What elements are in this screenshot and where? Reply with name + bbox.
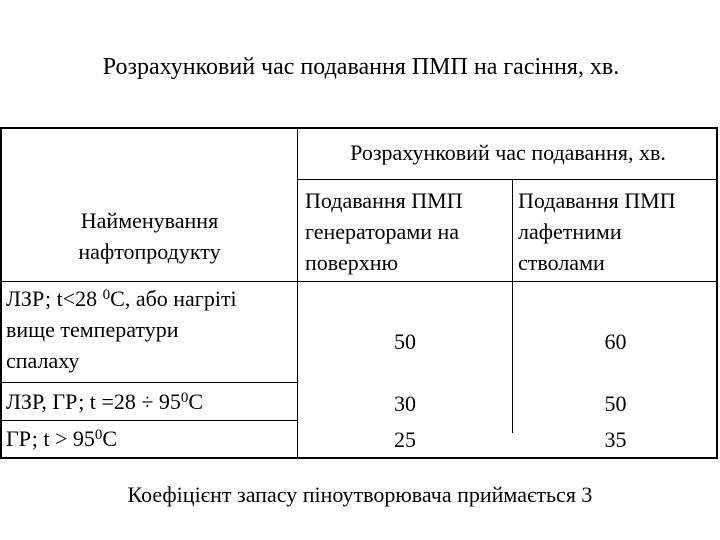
surface-header-line-1: Подавання ПМП xyxy=(305,188,463,213)
row-1-product-line-2: вище температури xyxy=(6,317,179,342)
row-1-surface-value: 50 xyxy=(394,329,416,354)
surface-header-line-2: генераторами на xyxy=(305,219,460,244)
row-3-product: ГР; $t > 95^0С$ xyxy=(6,426,118,451)
divider-row2-left xyxy=(2,420,297,421)
row-2-nozzle-value: 50 xyxy=(604,391,627,416)
surface-header-line-3: поверхню xyxy=(305,250,399,275)
fire-time-table xyxy=(0,127,718,459)
footnote-text: Коефіцієнт запасу піноутворювача приймається 3 xyxy=(127,482,593,507)
divider-horizontal-under-group xyxy=(297,179,718,180)
divider-row1-left xyxy=(2,382,297,383)
nozzle-header-line-3: стволами xyxy=(518,250,605,275)
footnote xyxy=(0,480,720,510)
group-header xyxy=(298,137,718,168)
row-2-surface-value: 30 xyxy=(394,391,416,416)
product-header-line-1: Найменування xyxy=(80,208,219,233)
product-header xyxy=(2,205,297,267)
row-1-product-line-1: ЛЗР; t<28 $^0$С, або нагріті xyxy=(6,286,237,311)
row-1-nozzle-value: 60 xyxy=(604,329,627,354)
row-1-product-line-3: спалаху xyxy=(6,348,80,373)
nozzle-header-line-1: Подавання ПМП xyxy=(518,188,676,213)
surface-column-header xyxy=(305,185,463,278)
group-header-text: Розрахунковий час подавання, хв. xyxy=(350,140,666,165)
row-2-product: ЛЗР, ГР; $t =28 \div 95^0С$ xyxy=(6,389,204,414)
page-title xyxy=(0,52,720,82)
product-header-line-2: нафтопродукту xyxy=(78,239,221,264)
page-title-text: Розрахунковий час подавання ПМП на гасіння, хв. xyxy=(102,54,620,80)
row-3-surface-value: 25 xyxy=(394,427,416,452)
nozzle-header-line-2: лафетними xyxy=(518,219,622,244)
row-3-nozzle-value: 35 xyxy=(604,427,627,452)
divider-horizontal-header xyxy=(2,281,718,282)
nozzle-column-header xyxy=(518,185,676,278)
row-1-product xyxy=(6,283,237,376)
